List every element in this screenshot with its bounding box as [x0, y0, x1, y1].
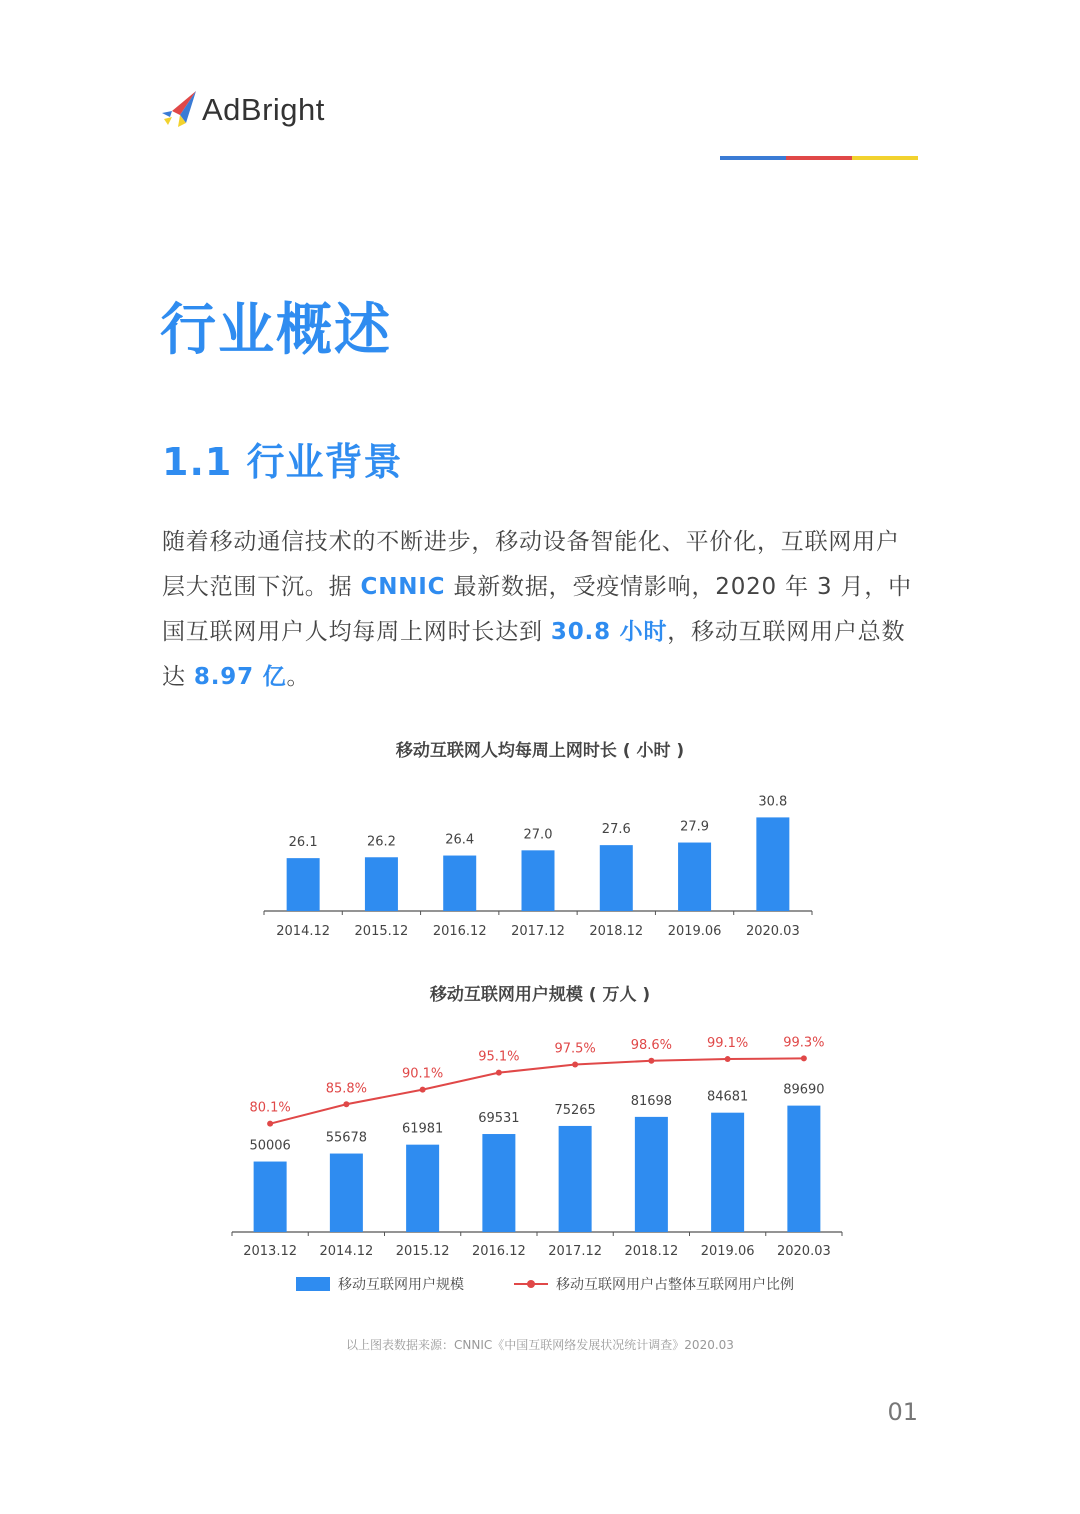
chart2-category-label: 2018.12 [624, 1244, 679, 1259]
chart2-category-label: 2015.12 [395, 1244, 450, 1259]
brand-logo [160, 88, 325, 132]
chart1-bar [522, 850, 555, 911]
chart2-bar-value-label: 69531 [478, 1111, 520, 1127]
chart2-share-label: 95.1% [478, 1049, 520, 1065]
logo-text: AdBright [202, 92, 325, 127]
chart2-legend [296, 1274, 794, 1294]
chart1-category-label: 2017.12 [511, 924, 565, 939]
chart2-bar [482, 1134, 515, 1232]
chart2-bar [559, 1126, 592, 1232]
chart2-share-label: 99.1% [706, 1036, 749, 1052]
page-title: 行业概述 [160, 298, 392, 363]
chart1-value-label: 27.9 [680, 819, 710, 835]
chart2-share-label: 80.1% [249, 1100, 291, 1116]
chart2-share-label: 85.8% [325, 1081, 368, 1097]
color-bar-yellow [852, 156, 918, 160]
chart2-category-label: 2019.06 [700, 1244, 755, 1259]
para-text-1: 随着移动通信技术的不断进步，移动设备智能化、平价化，互联网用户层大范围下沉。据 [162, 529, 900, 600]
brand-color-bar [720, 156, 918, 160]
para-highlight-users: 8.97 亿 [193, 664, 287, 690]
chart2-bar-value-label: 61981 [401, 1121, 444, 1137]
chart2-user-scale [0, 1012, 1080, 1264]
page-number: 01 [887, 1398, 918, 1426]
chart2-bar [787, 1106, 820, 1232]
chart2-share-point [801, 1055, 807, 1061]
chart2-share-label: 90.1% [401, 1066, 444, 1082]
chart1-value-label: 30.8 [758, 794, 788, 810]
legend-bar-swatch [296, 1277, 330, 1291]
chart1-bar [756, 817, 789, 911]
chart2-bar-value-label: 84681 [706, 1089, 749, 1105]
source-note: 以上图表数据来源：CNNIC《中国互联网络发展状况统计调查》2020.03 [346, 1338, 734, 1352]
chart1-category-label: 2016.12 [432, 924, 487, 939]
chart2-share-label: 97.5% [554, 1041, 596, 1057]
chart2-bar [330, 1154, 363, 1232]
chart2-bar-value-label: 50006 [249, 1138, 291, 1154]
chart2-bar [711, 1113, 744, 1232]
chart1-category-label: 2018.12 [589, 924, 644, 939]
legend-bar-label: 移动互联网用户规模 [338, 1277, 464, 1293]
chart2-share-point [420, 1087, 426, 1093]
chart2-bar-value-label: 55678 [325, 1130, 368, 1146]
color-bar-red [786, 156, 852, 160]
chart1-value-label: 27.0 [523, 827, 553, 843]
para-text-4: 。 [286, 664, 311, 690]
chart2-category-label: 2013.12 [243, 1244, 298, 1259]
section-title: 1.1 行业背景 [162, 440, 403, 484]
chart1-category-label: 2014.12 [276, 924, 331, 939]
color-bar-blue [720, 156, 786, 160]
chart2-bar-value-label: 75265 [554, 1102, 596, 1118]
chart2-share-label: 99.3% [783, 1035, 825, 1051]
chart2-share-point [572, 1062, 578, 1068]
chart2-share-point [343, 1101, 349, 1107]
para-highlight-hours: 30.8 小时 [550, 619, 668, 645]
rocket-logo-icon [160, 89, 198, 131]
para-highlight-cnnic: CNNIC [360, 574, 446, 600]
chart2-bar-value-label: 81698 [630, 1093, 673, 1109]
chart1-category-label: 2019.06 [667, 924, 722, 939]
chart1-bar [600, 845, 633, 911]
chart1-category-label: 2020.03 [745, 924, 800, 939]
chart1-category-label: 2015.12 [354, 924, 409, 939]
chart2-share-point [648, 1058, 654, 1064]
chart1-title: 移动互联网人均每周上网时长 ( 小时 ) [395, 741, 685, 761]
chart2-share-point [725, 1056, 731, 1062]
para-text-2: 最新数据，受疫情影响，2020 年 3 月，中国互联网用户人均每周上网时长达到 [162, 574, 912, 645]
legend-line-swatch [514, 1277, 548, 1291]
chart2-bar-value-label: 89690 [783, 1082, 825, 1098]
chart1-weekly-hours [0, 770, 1080, 945]
chart2-share-point [496, 1070, 502, 1076]
chart2-category-label: 2020.03 [776, 1244, 831, 1259]
chart1-value-label: 26.4 [445, 832, 475, 848]
chart2-bar [635, 1117, 668, 1232]
chart2-category-label: 2014.12 [319, 1244, 374, 1259]
legend-line-label: 移动互联网用户占整体互联网用户比例 [556, 1277, 794, 1293]
chart2-bar [254, 1162, 287, 1232]
chart1-bar [443, 856, 476, 911]
chart1-value-label: 26.2 [366, 834, 396, 850]
chart1-value-label: 27.6 [601, 822, 631, 838]
intro-paragraph [162, 520, 922, 700]
chart2-title: 移动互联网用户规模 ( 万人 ) [429, 985, 651, 1005]
chart2-share-point [267, 1121, 273, 1127]
chart2-bar [406, 1145, 439, 1232]
para-text-3: ，移动互联网用户总数达 [162, 619, 906, 690]
chart1-value-label: 26.1 [288, 835, 318, 851]
chart1-bar [287, 858, 320, 911]
chart2-category-label: 2017.12 [548, 1244, 603, 1259]
chart1-bar [365, 857, 398, 911]
chart2-category-label: 2016.12 [471, 1244, 526, 1259]
chart1-bar [678, 843, 711, 911]
chart2-share-label: 98.6% [630, 1037, 673, 1053]
